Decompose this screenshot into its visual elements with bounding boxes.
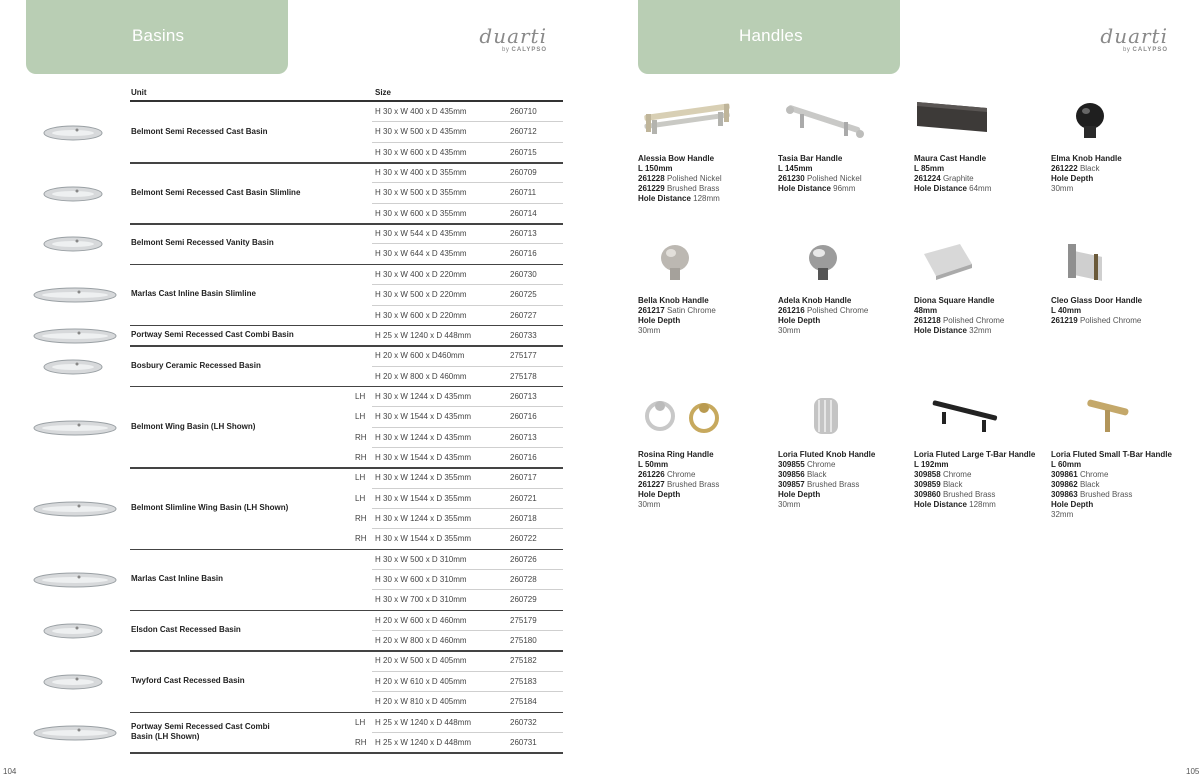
size-cell: H 20 x W 600 x D460mm <box>375 351 465 361</box>
size-cell: H 30 x W 1544 x D 355mm <box>375 534 472 544</box>
handle-spec-line <box>914 174 1048 184</box>
handle-spec-key: 261229 <box>638 184 665 193</box>
handle-spec-line <box>638 194 772 204</box>
product-code-cell: 260721 <box>510 493 537 503</box>
size-cell: H 30 x W 500 x D 435mm <box>375 127 467 137</box>
handle-spec-line <box>638 480 772 490</box>
basin-unit-name: Belmont Semi Recessed Vanity Basin <box>131 238 274 248</box>
handle-name: Bella Knob Handle <box>638 296 709 305</box>
handle-spec-value: Brushed Brass <box>942 490 996 499</box>
table-row <box>372 264 563 284</box>
basin-image <box>42 355 104 377</box>
handle-spec-key: Hole Distance <box>914 500 967 509</box>
product-code-cell: 260716 <box>510 452 537 462</box>
basin-image <box>42 182 104 204</box>
handle-spec-value: 30mm <box>778 500 801 509</box>
table-row <box>372 712 563 732</box>
handle-spec-value: Black <box>1079 480 1100 489</box>
handle-name: Cleo Glass Door Handle <box>1051 296 1143 305</box>
handle-spec-value: 30mm <box>638 326 661 335</box>
size-cell: H 30 x W 1244 x D 435mm <box>375 432 472 442</box>
bella-knob-handle-image <box>655 242 695 284</box>
cleo-glass-door-handle-image <box>1060 238 1105 283</box>
product-code-cell: 275177 <box>510 351 537 361</box>
product-code-cell: 260725 <box>510 290 537 300</box>
handle-spec-key: 261217 <box>638 306 665 315</box>
product-code-cell: 260722 <box>510 534 537 544</box>
handle-product-card <box>914 154 1048 194</box>
handle-product-card <box>638 154 772 204</box>
handle-spec-key: Hole Depth <box>638 490 681 499</box>
table-row <box>372 488 563 508</box>
handle-spec-line <box>638 174 772 184</box>
size-cell: H 30 x W 1244 x D 355mm <box>375 514 472 523</box>
handle-spec-key: 261227 <box>638 480 665 489</box>
handle-spec-line <box>914 326 1048 336</box>
size-cell: H 30 x W 1244 x D 355mm <box>375 473 472 483</box>
basin-unit-name: Belmont Wing Basin (LH Shown) <box>131 421 256 431</box>
table-row <box>372 406 563 426</box>
table-row <box>372 101 563 121</box>
product-code-cell: 260712 <box>510 127 537 137</box>
table-row <box>372 386 563 406</box>
basin-image <box>32 416 118 438</box>
unit-column-header: Unit <box>131 88 147 97</box>
product-code-cell: 260727 <box>510 310 537 320</box>
handle-spec-line <box>778 500 912 510</box>
size-cell: H 30 x W 644 x D 435mm <box>375 249 467 259</box>
handle-spec-key: Hole Depth <box>778 490 821 499</box>
handle-name: Rosina Ring Handle <box>638 450 714 459</box>
handle-spec-line <box>1051 470 1185 480</box>
handle-spec-line <box>1051 510 1185 520</box>
hand-side-cell: RH <box>355 514 367 523</box>
hand-side-cell: LH <box>355 412 366 422</box>
handle-spec-line <box>1051 184 1185 194</box>
table-row <box>372 121 563 141</box>
handle-size: L 150mm <box>638 164 673 173</box>
handle-spec-key: 261226 <box>638 470 665 479</box>
elma-knob-handle-image <box>1070 100 1110 142</box>
hand-side-cell: LH <box>355 473 366 483</box>
handle-spec-value: 32mm <box>1051 510 1074 519</box>
handle-product-card <box>914 296 1048 336</box>
basin-image <box>32 568 118 590</box>
table-row <box>372 630 563 650</box>
table-row <box>372 589 563 609</box>
handle-product-card <box>638 450 772 510</box>
basin-image <box>32 497 118 519</box>
handle-spec-line <box>1051 316 1185 326</box>
table-row <box>372 732 563 752</box>
product-code-cell: 260716 <box>510 249 537 259</box>
handle-spec-line <box>638 490 772 500</box>
table-row <box>372 528 563 548</box>
product-code-cell: 275180 <box>510 636 537 646</box>
tasia-bar-handle-image <box>782 100 867 145</box>
size-cell: H 30 x W 544 x D 435mm <box>375 229 467 239</box>
table-row <box>372 671 563 691</box>
basin-unit-name: Belmont Semi Recessed Cast Basin <box>131 126 268 136</box>
handles-title: Handles <box>739 26 803 45</box>
diona-square-handle-image <box>920 240 975 280</box>
handle-spec-line <box>1051 490 1185 500</box>
size-cell: H 20 x W 600 x D 460mm <box>375 615 467 625</box>
size-cell: H 25 x W 1240 x D 448mm <box>375 330 472 340</box>
product-code-cell: 275183 <box>510 676 537 686</box>
table-row <box>372 203 563 223</box>
handle-spec-value: Brushed Brass <box>1079 490 1133 499</box>
handle-spec-value: Chrome <box>666 470 696 479</box>
handle-spec-value: Satin Chrome <box>666 306 716 315</box>
product-code-cell: 260733 <box>510 330 537 340</box>
handle-spec-value: Graphite <box>942 174 974 183</box>
hand-side-cell: LH <box>355 391 366 401</box>
handle-spec-line <box>638 306 772 316</box>
size-cell: H 30 x W 1544 x D 435mm <box>375 452 472 462</box>
duarti-logo-left <box>467 26 547 53</box>
basin-unit-name: Bosbury Ceramic Recessed Basin <box>131 360 261 370</box>
handle-spec-value: Polished Chrome <box>806 306 869 315</box>
product-code-cell: 260715 <box>510 147 537 157</box>
handle-spec-value: 32mm <box>969 326 992 335</box>
product-code-cell: 260718 <box>510 514 537 523</box>
logo-brand: CALYPSO <box>511 47 547 53</box>
handle-name: Loria Fluted Large T-Bar Handle <box>914 450 1036 459</box>
table-row <box>372 508 563 528</box>
table-row <box>372 142 563 162</box>
handle-name: Diona Square Handle <box>914 296 995 305</box>
page-number-right: 105 <box>1186 767 1200 776</box>
size-cell: H 30 x W 400 x D 435mm <box>375 107 467 116</box>
handle-spec-key: Hole Depth <box>778 316 821 325</box>
loria-fluted-small-t-bar-handle-image <box>1083 396 1133 438</box>
product-code-cell: 260731 <box>510 737 537 747</box>
product-code-cell: 275182 <box>510 656 537 666</box>
handle-spec-value: Brushed Brass <box>806 480 860 489</box>
product-code-cell: 275184 <box>510 697 537 707</box>
handle-spec-value: Chrome <box>1079 470 1109 479</box>
basin-unit-name: Belmont Semi Recessed Cast Basin Slimline <box>131 187 301 197</box>
handle-size: L 85mm <box>914 164 945 173</box>
handle-spec-value: 128mm <box>693 194 720 203</box>
size-cell: H 20 x W 500 x D 405mm <box>375 656 467 666</box>
handle-spec-value: Polished Chrome <box>942 316 1005 325</box>
maura-cast-handle-image <box>915 98 990 138</box>
handle-spec-value: Polished Chrome <box>1079 316 1142 325</box>
handle-spec-line <box>1051 174 1185 184</box>
handle-spec-key: 309857 <box>778 480 805 489</box>
handle-spec-key: Hole Distance <box>638 194 691 203</box>
basin-unit-name: Marlas Cast Inline Basin <box>131 574 224 584</box>
basins-title: Basins <box>132 26 185 45</box>
size-cell: H 30 x W 600 x D 220mm <box>375 310 467 320</box>
handle-spec-key: 261219 <box>1051 316 1078 325</box>
table-row <box>372 569 563 589</box>
handle-spec-key: 261216 <box>778 306 805 315</box>
product-code-cell: 260716 <box>510 412 537 422</box>
table-row <box>372 162 563 182</box>
handle-name: Maura Cast Handle <box>914 154 987 163</box>
handle-spec-line <box>778 316 912 326</box>
handle-spec-line <box>638 316 772 326</box>
adela-knob-handle-image <box>803 242 843 284</box>
basins-header-tab <box>26 0 288 74</box>
handle-product-card <box>1051 154 1185 194</box>
table-row <box>372 467 563 487</box>
logo-wordmark: duarti <box>1100 24 1168 48</box>
handle-spec-line <box>914 500 1048 510</box>
handle-spec-key: Hole Distance <box>914 326 967 335</box>
handle-spec-line <box>638 184 772 194</box>
handle-spec-value: 128mm <box>969 500 996 509</box>
handle-spec-key: 309858 <box>914 470 941 479</box>
handle-spec-line <box>1051 500 1185 510</box>
product-code-cell: 260717 <box>510 473 537 483</box>
table-row <box>372 325 563 345</box>
handle-spec-line <box>778 490 912 500</box>
handle-spec-key: 261228 <box>638 174 665 183</box>
handle-spec-line <box>638 470 772 480</box>
handle-size: L 50mm <box>638 460 669 469</box>
handle-spec-line <box>638 326 772 336</box>
basin-image <box>32 324 118 346</box>
handle-spec-key: 309855 <box>778 460 805 469</box>
handle-spec-line <box>778 470 912 480</box>
handle-spec-value: 96mm <box>833 184 856 193</box>
table-row <box>372 345 563 365</box>
product-code-cell: 260728 <box>510 575 537 585</box>
handle-product-card <box>778 450 912 510</box>
table-row <box>372 691 563 711</box>
table-row <box>372 182 563 202</box>
handle-spec-value: 30mm <box>1051 184 1074 193</box>
handle-size: 48mm <box>914 306 938 315</box>
handle-spec-key: 261224 <box>914 174 941 183</box>
basin-image <box>42 619 104 641</box>
loria-fluted-large-t-bar-handle-image <box>928 400 1003 436</box>
handle-spec-value: Black <box>1079 164 1100 173</box>
alessia-bow-handle-image <box>638 100 738 140</box>
basin-image <box>42 232 104 254</box>
handle-spec-line <box>778 184 912 194</box>
handle-spec-value: Black <box>806 470 827 479</box>
handle-spec-key: 261218 <box>914 316 941 325</box>
handle-spec-line <box>914 316 1048 326</box>
table-row <box>372 243 563 263</box>
product-code-cell: 260711 <box>510 188 537 198</box>
size-cell: H 30 x W 500 x D 355mm <box>375 188 467 198</box>
handle-spec-key: 309861 <box>1051 470 1078 479</box>
table-row <box>372 305 563 325</box>
handle-spec-key: 261230 <box>778 174 805 183</box>
table-row <box>372 650 563 670</box>
duarti-logo-right <box>1088 26 1168 53</box>
hand-side-cell: RH <box>355 534 367 544</box>
size-cell: H 30 x W 700 x D 310mm <box>375 595 467 605</box>
size-cell: H 30 x W 400 x D 220mm <box>375 269 467 279</box>
handle-name: Tasia Bar Handle <box>778 154 843 163</box>
handle-spec-line <box>914 490 1048 500</box>
handle-spec-key: Hole Distance <box>914 184 967 193</box>
logo-brand: CALYPSO <box>1132 47 1168 53</box>
logo-wordmark: duarti <box>479 24 547 48</box>
basin-unit-name: Twyford Cast Recessed Basin <box>131 675 245 685</box>
table-row <box>372 447 563 467</box>
logo-by: by <box>1123 47 1131 53</box>
size-cell: H 20 x W 810 x D 405mm <box>375 697 467 707</box>
handle-size: L 145mm <box>778 164 813 173</box>
table-row <box>372 427 563 447</box>
handle-product-card <box>1051 450 1185 520</box>
handle-spec-line <box>638 500 772 510</box>
basin-image <box>42 121 104 143</box>
handle-size: L 60mm <box>1051 460 1082 469</box>
product-code-cell: 260709 <box>510 168 537 178</box>
table-row <box>372 366 563 386</box>
handle-name: Alessia Bow Handle <box>638 154 715 163</box>
basin-unit-name: Portway Semi Recessed Cast Combi Basin (LH Shown) <box>131 721 270 741</box>
product-code-cell: 275178 <box>510 371 537 381</box>
basin-unit-name: Belmont Slimline Wing Basin (LH Shown) <box>131 503 289 512</box>
handle-spec-line <box>914 184 1048 194</box>
size-cell: H 30 x W 500 x D 220mm <box>375 290 467 300</box>
handle-name: Loria Fluted Knob Handle <box>778 450 876 459</box>
logo-by: by <box>502 47 510 53</box>
table-row <box>372 610 563 630</box>
handles-header-tab <box>638 0 900 74</box>
loria-fluted-knob-handle-image <box>808 394 844 440</box>
product-code-cell: 260713 <box>510 229 537 239</box>
size-column-header: Size <box>375 88 392 97</box>
hand-side-cell: RH <box>355 737 367 747</box>
handle-spec-key: 309863 <box>1051 490 1078 499</box>
basin-image <box>42 670 104 692</box>
handle-spec-line <box>778 460 912 470</box>
handle-spec-line <box>1051 164 1185 174</box>
product-code-cell: 260726 <box>510 554 537 564</box>
handle-size: L 192mm <box>914 460 949 469</box>
handle-spec-key: 309859 <box>914 480 941 489</box>
handle-spec-value: 30mm <box>638 500 661 509</box>
hand-side-cell: RH <box>355 432 367 442</box>
handle-spec-value: Chrome <box>806 460 836 469</box>
handle-product-card <box>914 450 1048 510</box>
handle-product-card <box>778 296 912 336</box>
basin-unit-name: Marlas Cast Inline Basin Slimline <box>131 289 256 299</box>
handle-spec-line <box>778 480 912 490</box>
hand-side-cell: LH <box>355 493 366 503</box>
handle-product-card <box>638 296 772 336</box>
size-cell: H 30 x W 600 x D 435mm <box>375 147 467 157</box>
handle-spec-line <box>914 470 1048 480</box>
size-cell: H 30 x W 400 x D 355mm <box>375 168 467 178</box>
product-code-cell: 260710 <box>510 107 537 116</box>
handle-spec-key: 309860 <box>914 490 941 499</box>
hand-side-cell: RH <box>355 452 367 462</box>
handle-spec-value: Polished Nickel <box>666 174 722 183</box>
hand-side-cell: LH <box>355 717 366 727</box>
handle-spec-line <box>778 174 912 184</box>
handle-spec-line <box>778 326 912 336</box>
handle-product-card <box>1051 296 1185 326</box>
handle-spec-key: Hole Depth <box>1051 174 1094 183</box>
handle-spec-value: Polished Nickel <box>806 174 862 183</box>
basin-unit-name: Elsdon Cast Recessed Basin <box>131 625 241 635</box>
size-cell: H 30 x W 500 x D 310mm <box>375 554 467 564</box>
handle-spec-key: 309862 <box>1051 480 1078 489</box>
group-divider <box>130 752 563 754</box>
handle-spec-line <box>914 480 1048 490</box>
handle-name: Elma Knob Handle <box>1051 154 1122 163</box>
size-cell: H 25 x W 1240 x D 448mm <box>375 737 472 747</box>
size-cell: H 20 x W 800 x D 460mm <box>375 371 467 381</box>
handle-spec-value: 30mm <box>778 326 801 335</box>
handle-spec-value: Brushed Brass <box>666 480 720 489</box>
size-cell: H 20 x W 610 x D 405mm <box>375 676 467 686</box>
size-cell: H 30 x W 600 x D 310mm <box>375 575 467 585</box>
table-row <box>372 223 563 243</box>
handle-spec-key: Hole Depth <box>638 316 681 325</box>
product-code-cell: 260713 <box>510 432 537 442</box>
table-row <box>372 549 563 569</box>
size-cell: H 30 x W 1244 x D 435mm <box>375 391 472 401</box>
product-code-cell: 260729 <box>510 595 537 605</box>
handle-spec-key: 309856 <box>778 470 805 479</box>
basin-image <box>32 721 118 743</box>
product-code-cell: 260714 <box>510 208 537 218</box>
size-cell: H 30 x W 1544 x D 355mm <box>375 493 472 503</box>
handle-spec-value: Chrome <box>942 470 972 479</box>
basin-image <box>32 283 118 305</box>
handle-name: Loria Fluted Small T-Bar Handle <box>1051 450 1172 459</box>
handle-spec-value: Black <box>942 480 963 489</box>
handle-name: Adela Knob Handle <box>778 296 852 305</box>
product-code-cell: 260732 <box>510 717 537 727</box>
rosina-ring-handle-image <box>640 396 725 438</box>
basin-unit-name: Portway Semi Recessed Cast Combi Basin <box>131 330 294 340</box>
handle-spec-value: 64mm <box>969 184 992 193</box>
size-cell: H 30 x W 600 x D 355mm <box>375 208 467 218</box>
handle-spec-key: Hole Depth <box>1051 500 1094 509</box>
size-cell: H 20 x W 800 x D 460mm <box>375 636 467 646</box>
handle-spec-value: Brushed Brass <box>666 184 720 193</box>
size-cell: H 25 x W 1240 x D 448mm <box>375 717 472 727</box>
handle-spec-key: 261222 <box>1051 164 1078 173</box>
handle-spec-line <box>1051 480 1185 490</box>
handle-spec-key: Hole Distance <box>778 184 831 193</box>
handle-size: L 40mm <box>1051 306 1082 315</box>
page-number-left: 104 <box>3 767 17 776</box>
handle-spec-line <box>778 306 912 316</box>
size-cell: H 30 x W 1544 x D 435mm <box>375 412 472 422</box>
product-code-cell: 275179 <box>510 615 537 625</box>
handle-product-card <box>778 154 912 194</box>
table-row <box>372 284 563 304</box>
product-code-cell: 260730 <box>510 269 537 279</box>
product-code-cell: 260713 <box>510 391 537 401</box>
